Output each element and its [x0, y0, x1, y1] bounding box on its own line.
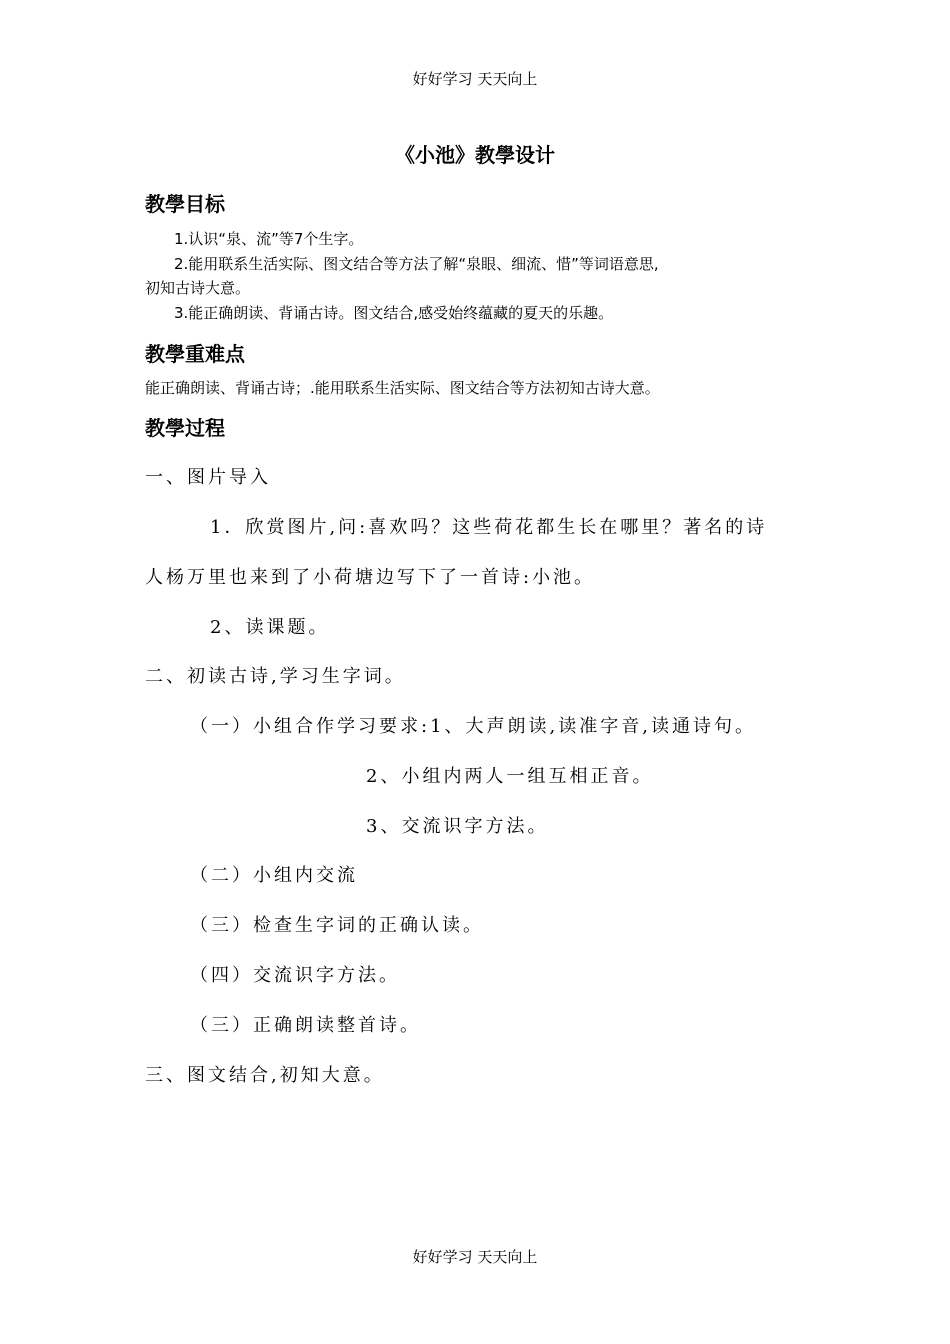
key-points-heading: 教學重难点: [145, 342, 245, 366]
goal-item-2-continued: 初知古诗大意。: [145, 279, 251, 297]
process-line: 人杨万里也来到了小荷塘边写下了一首诗:小池。: [145, 567, 596, 588]
goals-heading: 教學目标: [145, 192, 225, 216]
goal-item-1: 1.认识“泉、流”等7个生字。: [174, 230, 364, 248]
process-line: 三、图文结合,初知大意。: [145, 1065, 385, 1086]
process-line: （三）检查生字词的正确认读。: [190, 915, 484, 936]
process-line: 一、图片导入: [145, 467, 271, 488]
process-line: （四）交流识字方法。: [190, 965, 400, 986]
process-line: （三）正确朗读整首诗。: [190, 1015, 421, 1036]
process-line: 二、初读古诗,学习生字词。: [145, 666, 406, 687]
process-line: 1．欣赏图片,问:喜欢吗？这些荷花都生长在哪里？著名的诗: [210, 517, 768, 538]
process-heading: 教學过程: [145, 416, 225, 440]
process-line: （二）小组内交流: [190, 865, 358, 886]
document-title: 《小池》教學设计: [395, 143, 555, 167]
key-points-text: 能正确朗读、背诵古诗；.能用联系生活实际、图文结合等方法初知古诗大意。: [145, 379, 660, 397]
page-header: 好好学习 天天向上: [412, 70, 538, 88]
goal-item-2: 2.能用联系生活实际、图文结合等方法了解“泉眼、细流、惜”等词语意思,: [174, 255, 659, 273]
process-line: 2、小组内两人一组互相正音。: [366, 766, 654, 787]
process-line: （一）小组合作学习要求:1、大声朗读,读准字音,读通诗句。: [190, 716, 756, 737]
goal-item-3: 3.能正确朗读、背诵古诗。图文结合,感受始终蕴藏的夏天的乐趣。: [174, 304, 614, 322]
process-line: 3、交流识字方法。: [366, 816, 549, 837]
process-line: 2、读课题。: [210, 617, 330, 638]
page-footer: 好好学习 天天向上: [412, 1248, 538, 1266]
